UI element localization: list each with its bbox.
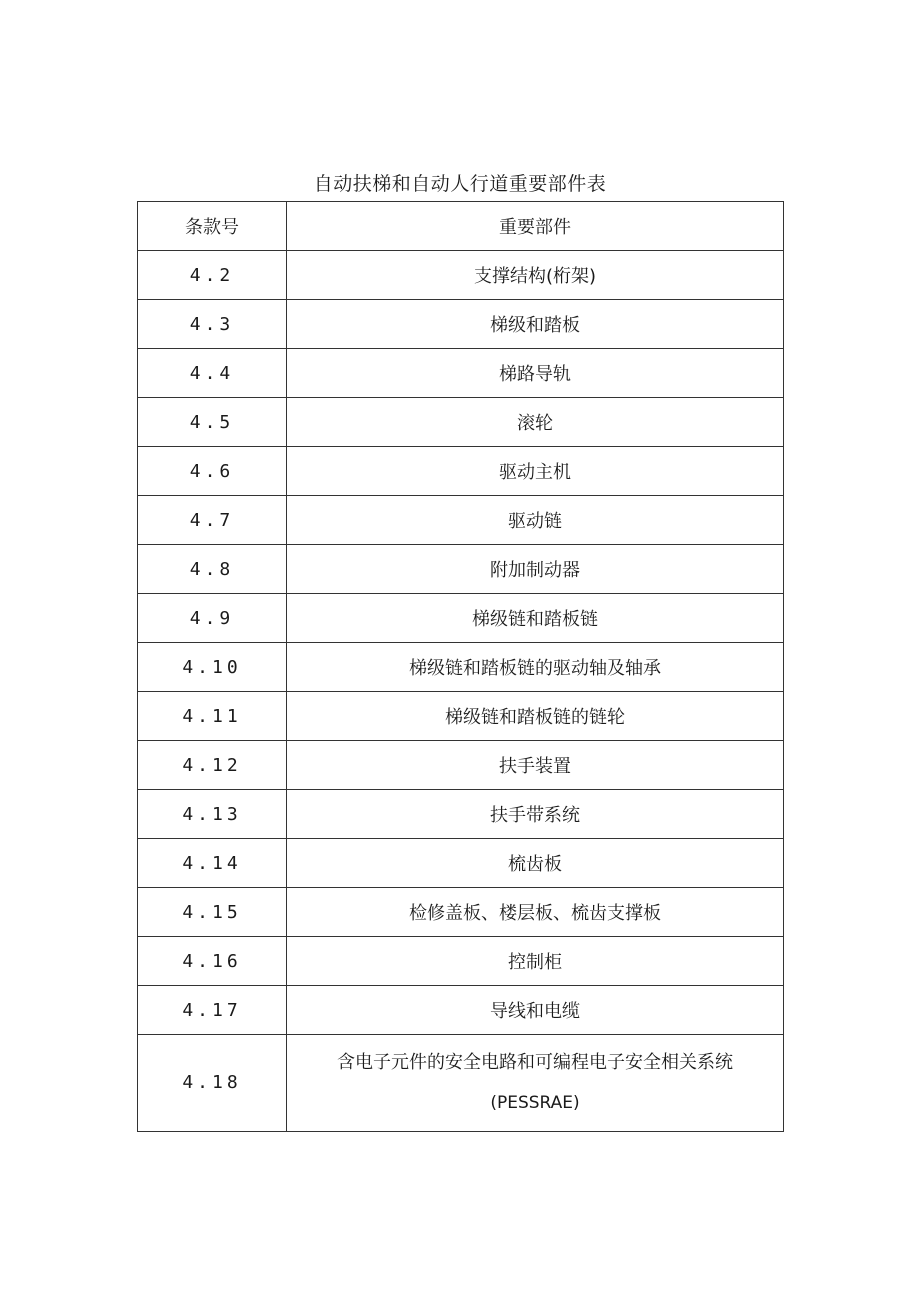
clause-number: 4.4	[138, 349, 287, 398]
part-name-cell	[287, 1035, 784, 1132]
clause-number: 4.2	[138, 251, 287, 300]
table-row	[138, 594, 784, 643]
part-name: 控制柜	[287, 937, 784, 986]
part-name: 梳齿板	[287, 839, 784, 888]
part-name: 滚轮	[287, 398, 784, 447]
table-row	[138, 398, 784, 447]
table-row	[138, 643, 784, 692]
table-row	[138, 251, 784, 300]
table-row	[138, 839, 784, 888]
part-name: 梯路导轨	[287, 349, 784, 398]
clause-number: 4.9	[138, 594, 287, 643]
part-name: 附加制动器	[287, 545, 784, 594]
important-parts-table	[137, 201, 784, 1132]
part-name: 梯级和踏板	[287, 300, 784, 349]
part-name: 支撑结构(桁架)	[287, 251, 784, 300]
table-row	[138, 1035, 784, 1132]
clause-number: 4.13	[138, 790, 287, 839]
table-row	[138, 888, 784, 937]
part-name: 扶手带系统	[287, 790, 784, 839]
table-row	[138, 692, 784, 741]
clause-number: 4.11	[138, 692, 287, 741]
clause-number: 4.3	[138, 300, 287, 349]
column-header-part: 重要部件	[287, 202, 784, 251]
document-title: 自动扶梯和自动人行道重要部件表	[313, 173, 607, 195]
clause-number: 4.16	[138, 937, 287, 986]
column-header-clause: 条款号	[138, 202, 287, 251]
part-name: 含电子元件的安全电路和可编程电子安全相关系统	[337, 1052, 733, 1073]
table-header-row	[138, 202, 784, 251]
clause-number: 4.8	[138, 545, 287, 594]
table-row	[138, 300, 784, 349]
table-row	[138, 937, 784, 986]
table-row	[138, 790, 784, 839]
clause-number: 4.7	[138, 496, 287, 545]
clause-number: 4.10	[138, 643, 287, 692]
part-name: 梯级链和踏板链	[287, 594, 784, 643]
clause-number: 4.17	[138, 986, 287, 1035]
clause-number: 4.12	[138, 741, 287, 790]
part-name: 检修盖板、楼层板、梳齿支撑板	[287, 888, 784, 937]
clause-number: 4.15	[138, 888, 287, 937]
clause-number: 4.6	[138, 447, 287, 496]
table-row	[138, 447, 784, 496]
part-name: 梯级链和踏板链的驱动轴及轴承	[287, 643, 784, 692]
table-row	[138, 986, 784, 1035]
part-name-abbreviation: (PESSRAE)	[490, 1093, 580, 1113]
clause-number: 4.5	[138, 398, 287, 447]
table-row	[138, 349, 784, 398]
part-name: 梯级链和踏板链的链轮	[287, 692, 784, 741]
table-row	[138, 545, 784, 594]
table-row	[138, 496, 784, 545]
part-name: 驱动主机	[287, 447, 784, 496]
part-name: 驱动链	[287, 496, 784, 545]
part-name: 导线和电缆	[287, 986, 784, 1035]
table-row	[138, 741, 784, 790]
part-name: 扶手装置	[287, 741, 784, 790]
clause-number: 4.14	[138, 839, 287, 888]
clause-number: 4.18	[138, 1035, 287, 1132]
